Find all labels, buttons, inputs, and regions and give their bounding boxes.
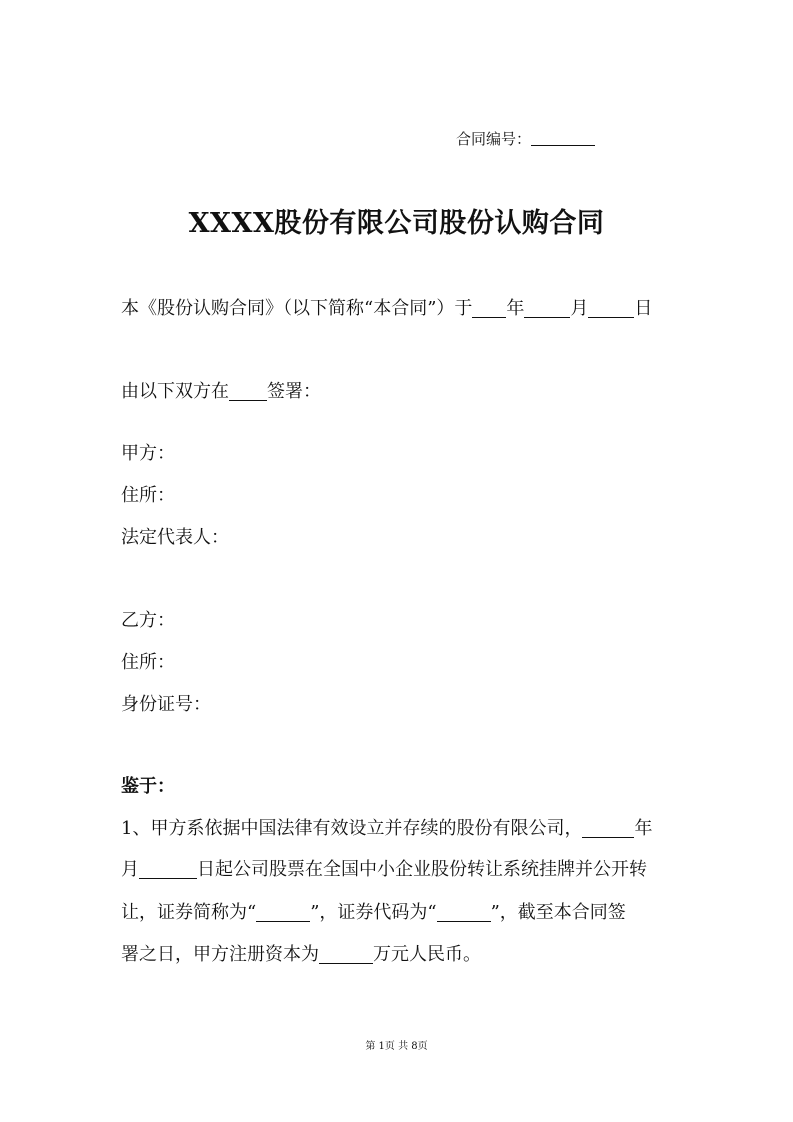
whereas-p1-line-1 [121,814,652,840]
month-label: 月 [570,298,589,319]
contract-number-blank [531,131,595,146]
document-title: XXXX股份有限公司股份认购合同 [188,208,605,239]
party-b-label: 乙方： [121,610,175,631]
whereas-text: 让，证券简称为“ [121,902,257,923]
intro-text: 本《股份认购合同》（以下简称“本合同”）于 [121,298,473,319]
intro-line-1 [121,294,652,320]
whereas-text: 日起公司股票在全国中小企业股份转让系统挂牌并公开转 [197,859,647,880]
whereas-p1-line-4 [121,940,481,966]
listing-month-label: 月 [121,859,139,880]
month-blank [524,299,570,318]
listing-day-blank [139,860,197,879]
party-b-address: 住所： [121,652,175,673]
year-blank [472,299,506,318]
whereas-heading: 鉴于： [121,776,175,797]
listing-year-label: 年 [634,818,653,839]
registered-capital-blank [319,945,373,964]
contract-number [456,128,595,149]
signing-place-text: 由以下双方在 [121,381,229,402]
intro-line-2 [121,377,321,403]
security-abbr-blank [256,903,310,922]
whereas-p1-line-2 [121,855,647,881]
whereas-text: ”，截至本合同签 [490,902,626,923]
contract-number-label: 合同编号： [456,130,532,148]
signing-text: 签署： [267,381,321,402]
whereas-text: ”，证券代码为“ [310,902,437,923]
day-label: 日 [634,298,653,319]
whereas-text: 署之日，甲方注册资本为 [121,944,319,965]
whereas-p1-line-3 [121,898,626,924]
signing-place-blank [229,382,267,401]
security-code-blank [437,903,491,922]
party-b-id-number: 身份证号： [121,694,211,715]
year-label: 年 [506,298,525,319]
day-blank [588,299,634,318]
party-a-address: 住所： [121,485,175,506]
party-a-label: 甲方： [121,443,175,464]
page-footer: 第 1页 共 8页 [365,1041,428,1052]
party-a-representative: 法定代表人： [121,527,229,548]
listing-year-blank [582,819,634,838]
whereas-text: 万元人民币。 [373,944,481,965]
whereas-text: 1、甲方系依据中国法律有效设立并存续的股份有限公司， [121,818,583,839]
